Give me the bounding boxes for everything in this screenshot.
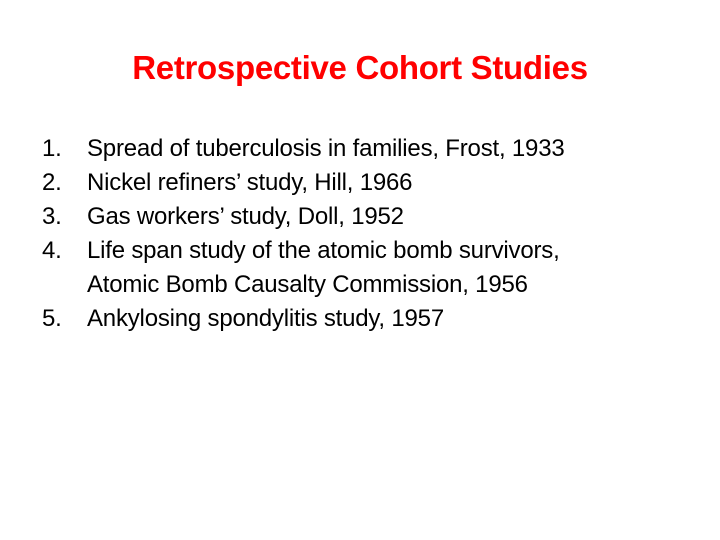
list-item: [42, 200, 702, 234]
list-item-number: 3.: [42, 203, 62, 230]
list-item: [42, 166, 702, 200]
list-item-line: Gas workers’ study, Doll, 1952: [87, 203, 404, 230]
study-list: [42, 132, 702, 336]
list-item-text: [87, 302, 702, 336]
list-item-number: 5.: [42, 305, 62, 332]
list-item-line: Atomic Bomb Causalty Commission, 1956: [87, 271, 528, 298]
slide-title: Retrospective Cohort Studies: [132, 49, 588, 86]
list-item-text: [87, 200, 702, 234]
list-item-number: 1.: [42, 135, 62, 162]
list-item: [42, 234, 702, 302]
list-item-number: 2.: [42, 169, 62, 196]
list-item-line: Ankylosing spondylitis study, 1957: [87, 305, 444, 332]
list-item-text: [87, 166, 702, 200]
list-item-line: Life span study of the atomic bomb survivors,: [87, 237, 560, 264]
list-item-text: [87, 234, 702, 302]
list-item-line: Nickel refiners’ study, Hill, 1966: [87, 169, 413, 196]
list-item-line: Spread of tuberculosis in families, Frost, 1933: [87, 135, 565, 162]
list-item-text: [87, 132, 702, 166]
list-item: [42, 302, 702, 336]
list-item: [42, 132, 702, 166]
list-item-number: 4.: [42, 237, 62, 264]
